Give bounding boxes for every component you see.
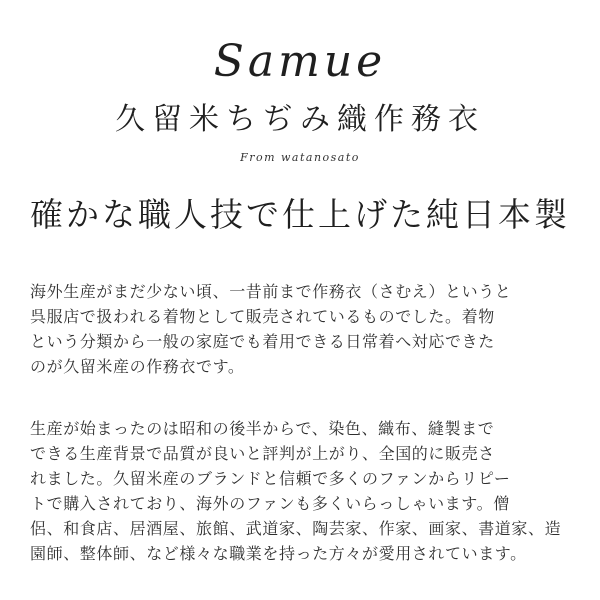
paragraph-line: 呉服店で扱われる着物として販売されているものでした。着物 <box>30 307 495 326</box>
paragraph-line: トで購入されており、海外のファンも多くいらっしゃいます。僧 <box>30 494 510 513</box>
paragraph-line: のが久留米産の作務衣です。 <box>30 357 245 376</box>
from-tagline: From watanosato <box>240 151 360 164</box>
product-subtitle: 久留米ちぢみ織作務衣 <box>115 102 485 137</box>
paragraph-history <box>30 279 575 379</box>
paragraph-line: 生産が始まったのは昭和の後半からで、染色、織布、縫製まで <box>30 419 495 438</box>
paragraph-line: 侶、和食店、居酒屋、旅館、武道家、陶芸家、作家、画家、書道家、造 <box>30 519 562 538</box>
headline: 確かな職人技で仕上げた純日本製 <box>30 195 570 234</box>
paragraph-line: 園師、整体師、など様々な職業を持った方々が愛用されています。 <box>30 544 527 563</box>
paragraph-line: 海外生産がまだ少ない頃、一昔前まで作務衣（さむえ）というと <box>30 282 512 301</box>
paragraph-line: できる生産背景で品質が良いと評判が上がり、全国的に販売さ <box>30 444 495 463</box>
brand-logo: Samue <box>213 36 387 87</box>
paragraph-line: という分類から一般の家庭でも着用できる日常着へ対応できた <box>30 332 495 351</box>
paragraph-line: れました。久留米産のブランドと信頼で多くのファンからリピー <box>30 469 511 488</box>
paragraph-production <box>30 416 575 566</box>
